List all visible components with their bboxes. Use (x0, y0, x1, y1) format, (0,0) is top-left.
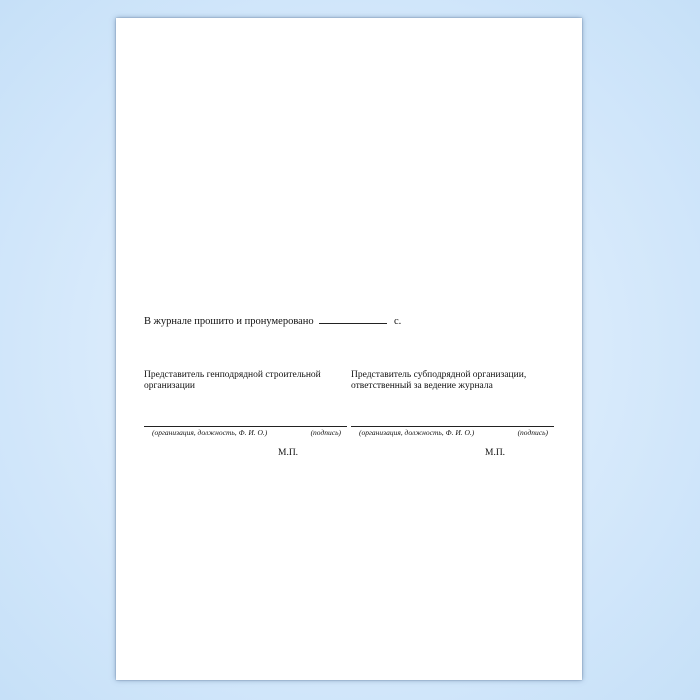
subcontractor-signature-block (351, 370, 548, 458)
subcontractor-signature-line (351, 426, 554, 427)
signature-caption: (подпись) (310, 428, 341, 437)
page-count-unit: с. (393, 316, 402, 327)
general-contractor-signature-block (144, 370, 341, 458)
stitched-pages-text: В журнале прошито и пронумеровано (144, 316, 314, 327)
general-contractor-signature-line (144, 426, 347, 427)
seal-place-label: М.П. (278, 448, 299, 458)
general-contractor-title: Представитель генподрядной строительной организации (144, 370, 321, 391)
seal-place-label: М.П. (485, 448, 506, 458)
org-position-name-caption: (организация, должность, Ф. И. О.) (359, 428, 475, 437)
subcontractor-title: Представитель субподрядной организации, ответственный за ведение журнала (351, 370, 527, 391)
document-page (116, 18, 582, 680)
org-position-name-caption: (организация, должность, Ф. И. О.) (152, 428, 268, 437)
signature-caption: (подпись) (517, 428, 548, 437)
stitched-pages-line (144, 315, 401, 327)
page-count-blank (319, 315, 387, 324)
